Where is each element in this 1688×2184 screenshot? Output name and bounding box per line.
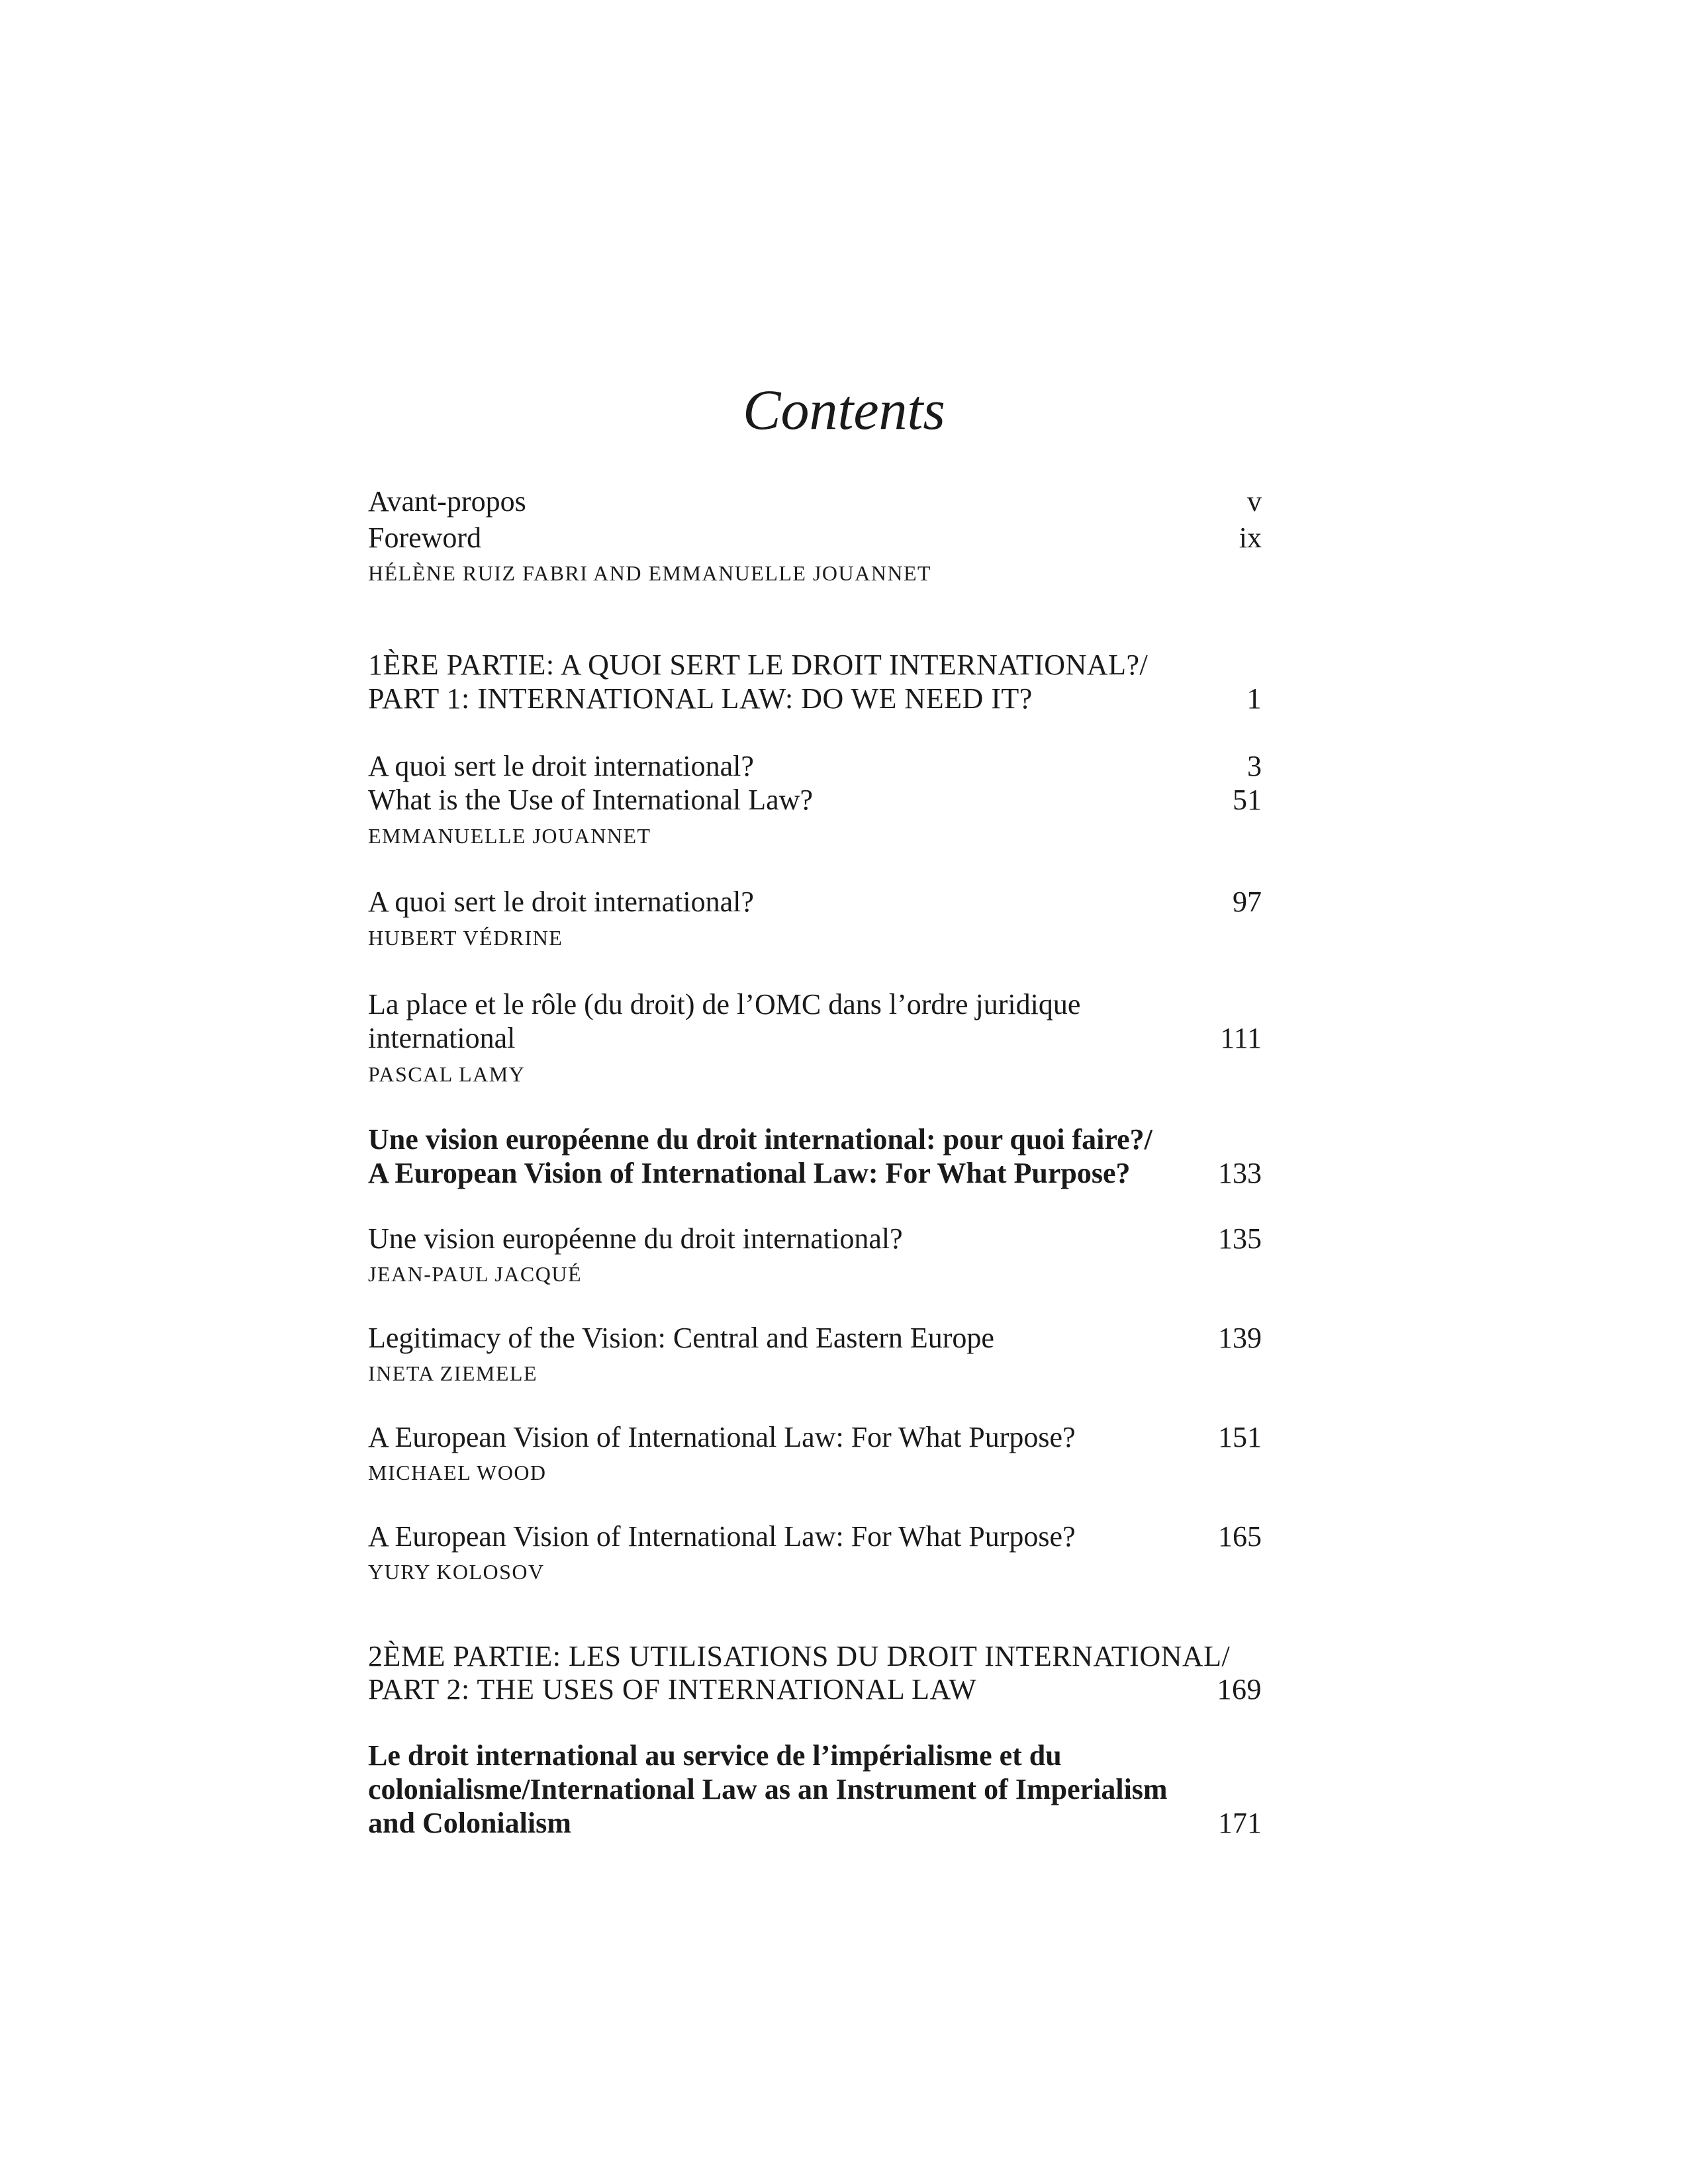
toc-author: EMMANUELLE JOUANNET: [368, 824, 651, 848]
toc-section-heading[interactable]: [368, 1806, 1262, 1841]
toc-entry-title: and Colonialism: [368, 1807, 571, 1839]
toc-entry-page: 1: [1246, 682, 1262, 715]
toc-section-heading[interactable]: [368, 1739, 1262, 1773]
toc-entry-page: 135: [1218, 1222, 1262, 1255]
toc-section-heading[interactable]: [368, 1156, 1262, 1191]
toc-author: PASCAL LAMY: [368, 1062, 526, 1086]
toc-entry[interactable]: [368, 1420, 1262, 1455]
toc-author: HÉLÈNE RUIZ FABRI AND EMMANUELLE JOUANNET: [368, 561, 932, 585]
toc-entry-title: Le droit international au service de l’impérialisme et du: [368, 1739, 1062, 1772]
toc-entry-title: PART 2: THE USES OF INTERNATIONAL LAW: [368, 1673, 977, 1706]
toc-entry-title: Une vision européenne du droit international: pour quoi faire?/: [368, 1123, 1152, 1156]
toc-author: HUBERT VÉDRINE: [368, 926, 563, 950]
toc-entry[interactable]: [368, 1321, 1262, 1355]
toc-entry[interactable]: [368, 1520, 1262, 1554]
toc-entry[interactable]: [368, 783, 1262, 817]
toc-entry-title: colonialisme/International Law as an Instrument of Imperialism: [368, 1773, 1168, 1805]
toc-entry-page: v: [1247, 485, 1262, 518]
toc-entry-title: 2ÈME PARTIE: LES UTILISATIONS DU DROIT INTERNATIONAL/: [368, 1640, 1231, 1672]
toc-entry-title: A European Vision of International Law: For What Purpose?: [368, 1421, 1076, 1453]
toc-entry[interactable]: [368, 987, 1262, 1022]
toc-entry-title: Legitimacy of the Vision: Central and Eastern Europe: [368, 1322, 994, 1354]
toc-entry-page: 165: [1218, 1520, 1262, 1553]
toc-entry-page: 97: [1233, 886, 1262, 918]
toc-author: YURY KOLOSOV: [368, 1560, 545, 1584]
toc-author: INETA ZIEMELE: [368, 1361, 538, 1385]
toc-part-heading[interactable]: [368, 682, 1262, 716]
page-title: Contents: [743, 378, 945, 441]
toc-entry-title: Foreword: [368, 522, 482, 554]
toc-entry-page: 139: [1218, 1322, 1262, 1354]
toc-entry-foreword[interactable]: [368, 521, 1262, 555]
toc-entry-page: 51: [1233, 784, 1262, 816]
toc-entry[interactable]: [368, 749, 1262, 784]
toc-entry-page: ix: [1239, 522, 1262, 554]
toc-entry[interactable]: [368, 1222, 1262, 1256]
toc-entry-title: A quoi sert le droit international?: [368, 886, 754, 918]
toc-entry-title: international: [368, 1022, 516, 1054]
toc-entry-title: Avant-propos: [368, 485, 526, 518]
toc-part-heading[interactable]: [368, 1639, 1262, 1674]
toc-entry-page: 171: [1218, 1807, 1262, 1839]
toc-entry-title: 1ÈRE PARTIE: A QUOI SERT LE DROIT INTERNATIONAL?/: [368, 649, 1149, 681]
toc-part-heading[interactable]: [368, 648, 1262, 682]
toc-entry-page: 169: [1217, 1673, 1262, 1706]
toc-entry-title: What is the Use of International Law?: [368, 784, 813, 816]
toc-entry[interactable]: [368, 1021, 1262, 1056]
toc-entry-page: 133: [1218, 1157, 1262, 1189]
toc-section-heading[interactable]: [368, 1772, 1262, 1807]
toc-entry-page: 151: [1218, 1421, 1262, 1453]
toc-entry-title: A European Vision of International Law: For What Purpose?: [368, 1520, 1076, 1553]
toc-part-heading[interactable]: [368, 1672, 1262, 1707]
toc-entry-page: 111: [1220, 1022, 1262, 1054]
toc-section-heading[interactable]: [368, 1122, 1262, 1157]
toc-author: MICHAEL WOOD: [368, 1461, 547, 1484]
toc-entry-title: La place et le rôle (du droit) de l’OMC dans l’ordre juridique: [368, 988, 1081, 1021]
toc-entry-page: 3: [1247, 750, 1262, 782]
toc-entry[interactable]: [368, 885, 1262, 919]
toc-entry-title: Une vision européenne du droit international?: [368, 1222, 903, 1255]
toc-entry-title: A quoi sert le droit international?: [368, 750, 754, 782]
toc-author: JEAN-PAUL JACQUÉ: [368, 1262, 582, 1286]
toc-entry-title: PART 1: INTERNATIONAL LAW: DO WE NEED IT?: [368, 682, 1033, 715]
toc-entry-avant-propos[interactable]: [368, 484, 1262, 519]
toc-entry-title: A European Vision of International Law: For What Purpose?: [368, 1157, 1131, 1189]
